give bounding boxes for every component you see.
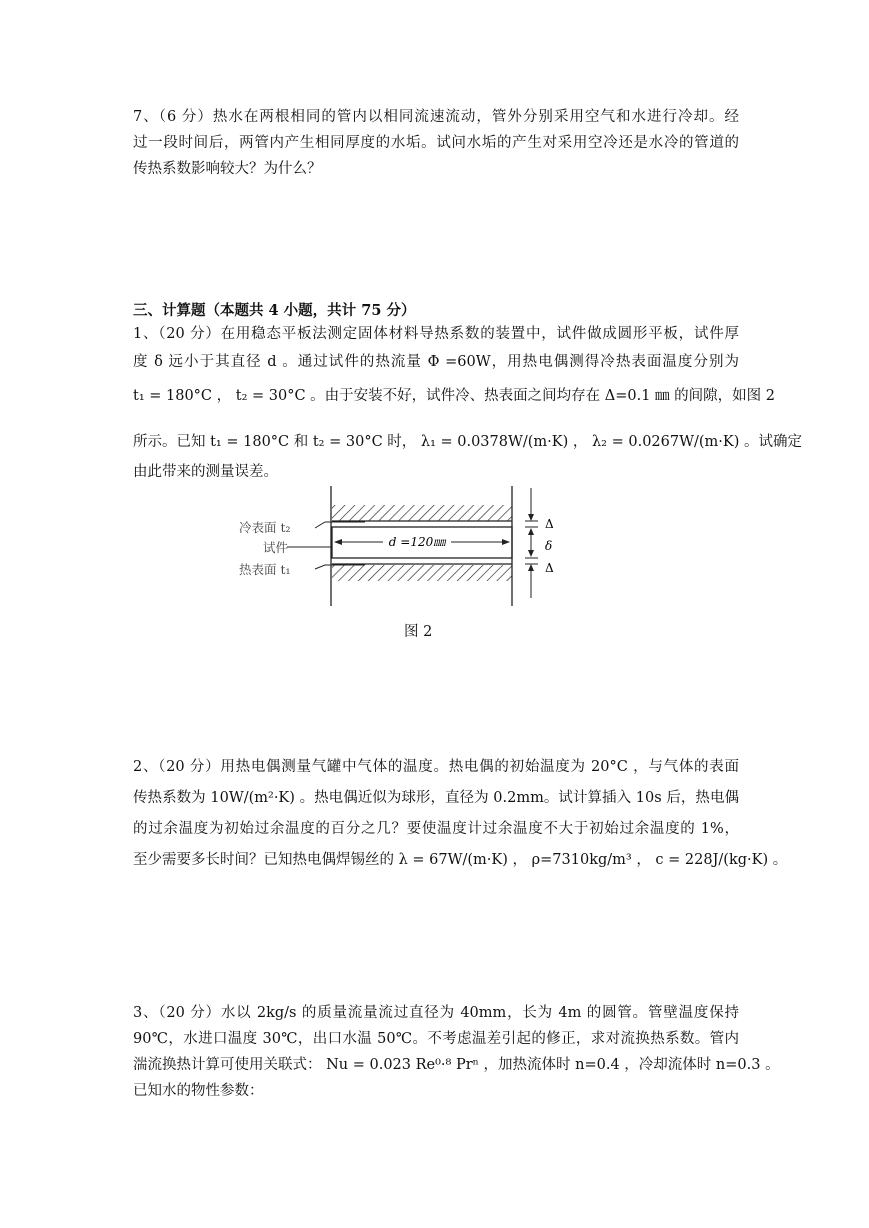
dim-arrowhead-middle-up [528,528,534,535]
q7-line-1: 7、（6 分）热水在两根相同的管内以相同流速流动，管外分别采用空气和水进行冷却。经 [133,109,739,125]
dim-arrowhead-top [528,514,534,521]
q3-line-1: 3、（20 分）水以 2kg/s 的质量流量流过直径为 40mm，长为 4m 的圆管。管壁温度保持 [133,1005,739,1021]
q3-line-2: 90℃，水进口温度 30℃，出口水温 50℃。不考虑温差引起的修正，求对流换热系数。管内 [133,1031,739,1047]
label-hot-surface: 热表面 t₁ [239,562,291,577]
q1-line-3: t₁ = 180°C ， t₂ = 30°C 。由于安装不好，试件冷、热表面之间均存在 Δ=0.1 ㎜ 的间隙，如图 2 [133,388,775,404]
section-3-title: 三、计算题（本题共 4 小题，共计 75 分） [133,302,416,319]
q1-line-1: 1、（20 分）在用稳态平板法测定固体材料导热系数的装置中，试件做成圆形平板，试件厚 [133,326,739,342]
cold-plate [332,505,512,521]
label-sample: 试件 [263,540,289,555]
q1-line-2: 度 δ 远小于其直径 d 。通过试件的热流量 Φ =60W，用热电偶测得冷热表面温度分别为 [133,354,739,370]
figure-2 [225,486,565,608]
gap-bottom-label: Δ [545,561,554,575]
q1-line-4: 所示。已知 t₁ = 180°C 和 t₂ = 30°C 时， λ₁ = 0.0378W/(m·K) ， λ₂ = 0.0267W/(m·K) 。试确定 [133,434,803,450]
q3-line-4: 已知水的物性参数： [133,1083,264,1099]
diameter-arrowhead-left [334,539,342,545]
question-1 [133,320,803,486]
q7-line-2: 过一段时间后，两管内产生相同厚度的水垢。试问水垢的产生对采用空冷还是水冷的管道的 [133,135,739,151]
q2-line-2: 传热系数为 10W/(m²·K) 。热电偶近似为球形，直径为 0.2mm。试计算插入 10s 后，热电偶 [133,790,739,806]
q2-line-3: 的过余温度为初始过余温度的百分之几？要使温度计过余温度不大于初始过余温度的 1%， [133,821,739,837]
dim-arrowhead-middle-down [528,550,534,557]
figure-2-caption: 图 2 [404,624,433,640]
q7-line-3: 传热系数影响较大？为什么？ [133,161,322,177]
question-2 [133,752,788,876]
diameter-arrowhead-right [502,539,510,545]
question-7 [133,104,739,182]
hot-plate [332,565,512,581]
question-3 [133,1000,780,1104]
q1-line-5: 由此带来的测量误差。 [133,464,278,480]
diameter-label: d =120㎜ [388,535,446,549]
figure-2-diagram [225,486,565,608]
q2-line-4: 至少需要多长时间？已知热电偶焊锡丝的 λ = 67W/(m·K) ， ρ=7310kg/m³ ， c = 228J/(kg·K) 。 [133,852,788,868]
thickness-label: δ [545,539,553,553]
gap-top-label: Δ [545,517,554,531]
q3-line-3: 湍流换热计算可使用关联式： Nu = 0.023 Re⁰·⁸ Prⁿ ，加热流体时 n=0.4 ，冷却流体时 n=0.3 。 [133,1057,780,1073]
label-cold-surface: 冷表面 t₂ [239,520,291,535]
dim-arrowhead-bottom [528,564,534,571]
q2-line-1: 2、（20 分）用热电偶测量气罐中气体的温度。热电偶的初始温度为 20°C ，与气体的表面 [133,759,739,775]
